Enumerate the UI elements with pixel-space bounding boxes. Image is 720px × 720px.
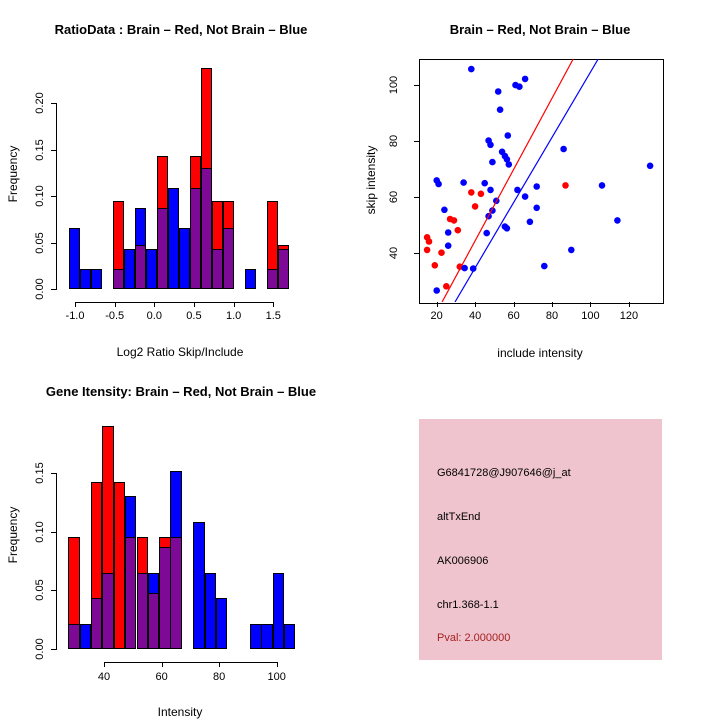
data-point-not-brain [435, 181, 442, 188]
data-point-not-brain [497, 106, 504, 113]
y-tick-label: 0.00 [34, 278, 46, 300]
data-point-not-brain [647, 163, 654, 170]
x-tick-label: 60 [507, 310, 520, 322]
hist-bar-blue [273, 573, 284, 649]
hist-bar-blue [261, 624, 272, 649]
data-point-brain [468, 189, 475, 196]
x-tick-label: 1.0 [225, 310, 242, 322]
info-event-type: altTxEnd [437, 511, 481, 523]
hist-bar-blue [124, 249, 135, 289]
info-pval: Pval: 2.000000 [437, 632, 511, 644]
x-tick [629, 302, 630, 307]
ratio-hist-xlabel: Log2 Ratio Skip/Include [116, 345, 244, 359]
data-point-brain [426, 238, 433, 245]
info-accession: AK006906 [437, 555, 489, 567]
y-tick-label: 0.10 [34, 185, 46, 207]
x-tick-label: 100 [267, 671, 286, 683]
scatter-ylabel: skip intensity [364, 145, 378, 215]
info-probe-id: G6841728@J907646@j_at [437, 467, 571, 479]
y-tick-label: 80 [388, 134, 400, 147]
x-tick-label: 40 [469, 310, 482, 322]
y-axis-line [56, 103, 57, 290]
data-point-not-brain [483, 230, 490, 237]
data-point-not-brain [445, 229, 452, 236]
hist-bar-blue [179, 228, 190, 289]
y-tick [51, 103, 56, 104]
x-tick-label: -0.5 [105, 310, 125, 322]
y-tick-label: 40 [388, 246, 400, 259]
x-tick [154, 302, 155, 307]
hist-bar-overlap [148, 593, 159, 649]
data-point-not-brain [487, 142, 494, 149]
hist-bar-overlap [190, 188, 201, 289]
data-point-not-brain [533, 183, 540, 190]
hist-bar-blue [69, 228, 80, 289]
data-point-brain [478, 191, 485, 198]
x-tick [162, 662, 163, 667]
data-point-not-brain [487, 187, 494, 194]
y-tick [51, 473, 56, 474]
hist-bar-blue [80, 269, 91, 289]
hist-bar-overlap [212, 249, 223, 289]
y-tick-label: 0.10 [34, 521, 46, 543]
data-point-not-brain [516, 83, 523, 90]
data-point-not-brain [433, 287, 440, 294]
data-point-not-brain [614, 217, 621, 224]
hist-bar-blue [91, 269, 102, 289]
hist-bar-overlap [102, 573, 113, 649]
hist-bar-overlap [157, 208, 168, 289]
y-tick [51, 532, 56, 533]
data-point-not-brain [522, 193, 529, 200]
data-point-not-brain [441, 207, 448, 214]
scatter-xlabel: include intensity [497, 346, 583, 360]
hist-bar-overlap [91, 598, 102, 649]
hist-bar-overlap [267, 269, 278, 289]
data-point-not-brain [445, 242, 452, 249]
x-tick [219, 662, 220, 667]
x-tick [590, 302, 591, 307]
data-point-not-brain [560, 146, 567, 153]
scatter-canvas [419, 59, 662, 302]
hist-bar-blue [284, 624, 295, 649]
x-tick-label: 120 [619, 310, 639, 322]
hist-bar-blue [245, 269, 256, 289]
gene-hist-ylabel: Frequency [6, 506, 20, 564]
y-tick [51, 590, 56, 591]
hist-bar-overlap [278, 249, 289, 289]
info-box [419, 419, 662, 660]
data-point-not-brain [460, 179, 467, 186]
data-point-not-brain [468, 66, 475, 73]
hist-bar-overlap [223, 228, 234, 289]
x-tick [273, 302, 274, 307]
x-tick-label: 80 [545, 310, 559, 322]
data-point-not-brain [599, 182, 606, 189]
data-point-not-brain [541, 263, 548, 270]
y-tick [51, 196, 56, 197]
info-locus: chr1.368-1.1 [437, 599, 499, 611]
hist-bar-red [114, 482, 125, 649]
y-tick [51, 289, 56, 290]
x-axis-line [75, 302, 273, 303]
hist-bar-overlap [159, 547, 170, 649]
data-point-brain [472, 203, 479, 210]
x-tick-label: 0.5 [186, 310, 202, 322]
x-tick-label: 80 [212, 671, 226, 683]
hist-bar-overlap [135, 245, 146, 289]
x-tick-label: 100 [581, 310, 600, 322]
data-point-brain [438, 249, 445, 256]
x-axis-line [104, 662, 277, 663]
hist-bar-overlap [201, 168, 212, 289]
x-tick-label: -1.0 [65, 310, 85, 322]
y-tick-label: 0.05 [34, 579, 46, 602]
y-tick [51, 649, 56, 650]
y-tick-label: 0.20 [34, 92, 46, 114]
x-tick [437, 302, 438, 307]
gene-hist-xlabel: Intensity [157, 705, 203, 719]
ratio-hist-ylabel: Frequency [6, 145, 20, 203]
hist-bar-overlap [170, 537, 181, 649]
y-tick-label: 0.05 [34, 231, 46, 254]
y-axis-line [56, 473, 57, 650]
data-point-not-brain [505, 132, 512, 139]
x-tick [115, 302, 116, 307]
data-point-not-brain [527, 219, 534, 226]
data-point-not-brain [495, 88, 502, 95]
data-point-not-brain [533, 205, 540, 212]
x-tick-label: 0.0 [146, 310, 162, 322]
hist-bar-blue [146, 249, 157, 289]
y-tick-label: 100 [388, 75, 400, 94]
x-tick [194, 302, 195, 307]
hist-bar-overlap [113, 269, 124, 289]
x-tick [234, 302, 235, 307]
x-tick-label: 1.5 [265, 310, 281, 322]
x-tick [552, 302, 553, 307]
x-tick-label: 40 [97, 671, 111, 683]
x-tick [475, 302, 476, 307]
y-tick-label: 0.15 [34, 462, 46, 484]
data-point-not-brain [504, 225, 511, 232]
y-tick [51, 243, 56, 244]
hist-bar-blue [80, 624, 91, 649]
x-tick [75, 302, 76, 307]
hist-bar-overlap [68, 624, 79, 649]
y-tick-label: 0.00 [34, 638, 46, 660]
x-tick-label: 60 [155, 671, 168, 683]
hist-bar-blue [205, 573, 216, 649]
data-point-not-brain [568, 247, 575, 254]
x-tick-label: 20 [430, 310, 443, 322]
data-point-brain [455, 227, 462, 234]
gene-hist-title: Gene Itensity: Brain – Red, Not Brain – Blue [45, 384, 317, 399]
y-tick [51, 150, 56, 151]
data-point-brain [451, 217, 458, 224]
fit-line-not-brain-fit [455, 59, 598, 302]
y-tick-label: 60 [388, 190, 400, 203]
scatter-title: Brain – Red, Not Brain – Blue [449, 22, 631, 37]
x-tick [277, 662, 278, 667]
data-point-not-brain [481, 180, 488, 187]
hist-bar-blue [193, 522, 204, 649]
data-point-brain [432, 262, 439, 269]
data-point-brain [443, 283, 450, 290]
ratio-hist-title: RatioData : Brain – Red, Not Brain – Blue [54, 22, 308, 37]
hist-bar-overlap [137, 573, 148, 649]
y-tick-label: 0.15 [34, 138, 46, 161]
hist-bar-blue [168, 188, 179, 289]
data-point-brain [424, 247, 431, 254]
data-point-not-brain [506, 161, 513, 168]
hist-bar-overlap [125, 537, 136, 649]
x-tick [514, 302, 515, 307]
data-point-not-brain [522, 76, 529, 83]
x-tick [104, 662, 105, 667]
data-point-not-brain [489, 159, 496, 166]
hist-bar-blue [250, 624, 261, 649]
data-point-brain [562, 182, 569, 189]
hist-bar-blue [216, 598, 227, 649]
